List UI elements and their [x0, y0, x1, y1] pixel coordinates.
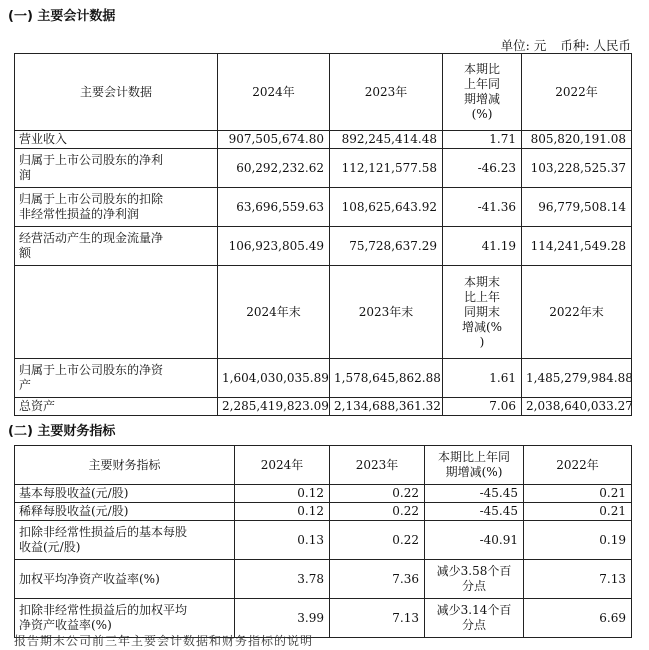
table-row — [15, 485, 632, 503]
value-change — [425, 485, 524, 503]
row-label-line: 扣除非经常性损益后的加权平均 — [19, 603, 188, 617]
value-change — [425, 503, 524, 521]
value-2022: 7.13 — [524, 560, 632, 599]
row-label — [15, 131, 218, 149]
row-label-line: 归属于上市公司股东的扣除 — [19, 192, 164, 206]
row-label-line: 归属于上市公司股东的净资 — [19, 363, 164, 377]
row-label — [15, 560, 235, 599]
table-row — [15, 599, 632, 638]
table-row — [15, 131, 632, 149]
table-row — [15, 188, 632, 227]
value-2024: 0.12 — [235, 503, 330, 521]
row-label-line: 稀释每股收益(元/股) — [19, 504, 129, 518]
value-change: -41.36 — [443, 188, 522, 227]
value-2023: 0.22 — [330, 521, 425, 560]
currency-label: 币种: 人民币 — [560, 38, 631, 53]
row-label-line: 产 — [19, 378, 32, 392]
header2-2024: 2024年末 — [218, 266, 330, 359]
value-2024: 0.12 — [235, 485, 330, 503]
header2-change — [443, 266, 522, 359]
value-2024: 1,604,030,035.89 — [218, 359, 330, 398]
value-change: 1.71 — [443, 131, 522, 149]
header-2024: 2024年 — [218, 54, 330, 131]
value-change-line: 减少3.14个百 — [436, 603, 512, 617]
header-change — [425, 446, 524, 485]
table-row — [15, 227, 632, 266]
value-2024: 0.13 — [235, 521, 330, 560]
value-change — [425, 521, 524, 560]
value-2022: 1,485,279,984.88 — [522, 359, 632, 398]
header-change-line: 本期比上年同 — [437, 450, 510, 464]
row-label-line: 归属于上市公司股东的净利 — [19, 153, 164, 167]
header2-2022: 2022年末 — [522, 266, 632, 359]
header-2023: 2023年 — [330, 54, 443, 131]
value-2023: 7.36 — [330, 560, 425, 599]
row-label-line: 加权平均净资产收益率(%) — [19, 571, 160, 586]
table2-header-row — [15, 446, 632, 485]
header-2024: 2024年 — [235, 446, 330, 485]
section1-title: (一) 主要会计数据 — [8, 9, 116, 24]
row-label — [15, 503, 235, 521]
row-label-line: 营业收入 — [19, 132, 68, 146]
value-2024: 2,285,419,823.09 — [218, 398, 330, 416]
row-label-line: 额 — [19, 246, 32, 260]
header-label: 主要会计数据 — [15, 54, 218, 131]
row-label — [15, 521, 235, 560]
value-change: 1.61 — [443, 359, 522, 398]
header-change-line: (%) — [471, 107, 493, 121]
value-change: -46.23 — [443, 149, 522, 188]
row-label — [15, 227, 218, 266]
value-change-line: -45.45 — [479, 504, 518, 518]
header2-change-line: 同期末 — [463, 304, 500, 319]
row-label — [15, 149, 218, 188]
row-label-line: 非经常性损益的净利润 — [19, 207, 140, 221]
header2-2023: 2023年末 — [330, 266, 443, 359]
value-2023: 1,578,645,862.88 — [330, 359, 443, 398]
value-2022: 0.21 — [524, 503, 632, 521]
value-2023: 0.22 — [330, 503, 425, 521]
value-change-line: -45.45 — [479, 486, 518, 500]
value-2023: 0.22 — [330, 485, 425, 503]
value-change: 41.19 — [443, 227, 522, 266]
section2-title: (二) 主要财务指标 — [8, 424, 116, 439]
financial-indicators-table — [14, 445, 632, 638]
table-row — [15, 503, 632, 521]
header-change-line: 本期比 — [463, 62, 500, 76]
row-label-line: 净资产收益率(%) — [19, 618, 112, 632]
unit-currency-line — [491, 36, 631, 54]
value-2022: 103,228,525.37 — [522, 149, 632, 188]
header-label: 主要财务指标 — [15, 446, 235, 485]
header2-change-line: 增减(% — [461, 319, 503, 334]
row-label-line: 扣除非经常性损益后的基本每股 — [19, 525, 188, 539]
table-row — [15, 149, 632, 188]
header-change-line: 期增减(%) — [445, 465, 503, 479]
row-label — [15, 485, 235, 503]
clipped-footer-text: 报告期末公司前三年主要会计数据和财务指标的说明 — [14, 634, 314, 648]
value-2024: 60,292,232.62 — [218, 149, 330, 188]
value-change-line: -40.91 — [479, 532, 518, 547]
value-2024: 3.78 — [235, 560, 330, 599]
value-change-line: 减少3.58个百 — [436, 564, 512, 578]
value-2022: 6.69 — [524, 599, 632, 638]
table-row — [15, 398, 632, 416]
header-2023: 2023年 — [330, 446, 425, 485]
value-2023: 892,245,414.48 — [330, 131, 443, 149]
table-row — [15, 359, 632, 398]
row-label — [15, 188, 218, 227]
value-2022: 0.21 — [524, 485, 632, 503]
row-label — [15, 398, 218, 416]
header2-change-line: 比上年 — [463, 289, 500, 304]
value-2024: 63,696,559.63 — [218, 188, 330, 227]
row-label-line: 基本每股收益(元/股) — [19, 486, 129, 500]
header-2022: 2022年 — [524, 446, 632, 485]
row-label-line: 经营活动产生的现金流量净 — [19, 231, 164, 245]
header-change — [443, 54, 522, 131]
value-2022: 2,038,640,033.27 — [522, 398, 632, 416]
value-2023: 75,728,637.29 — [330, 227, 443, 266]
value-2022: 114,241,549.28 — [522, 227, 632, 266]
value-2022: 96,779,508.14 — [522, 188, 632, 227]
value-change: 7.06 — [443, 398, 522, 416]
accounting-data-table — [14, 53, 632, 416]
value-change-line: 分点 — [461, 579, 486, 593]
value-2023: 7.13 — [330, 599, 425, 638]
table-row — [15, 560, 632, 599]
value-2024: 3.99 — [235, 599, 330, 638]
row-label — [15, 359, 218, 398]
value-2023: 108,625,643.92 — [330, 188, 443, 227]
row-label-line: 收益(元/股) — [19, 540, 81, 554]
value-change-line: 分点 — [461, 618, 486, 632]
blank-cell — [15, 266, 218, 359]
header2-change-line: 本期末 — [463, 274, 500, 289]
value-2023: 112,121,577.58 — [330, 149, 443, 188]
header-2022: 2022年 — [522, 54, 632, 131]
value-2022: 805,820,191.08 — [522, 131, 632, 149]
value-2022: 0.19 — [524, 521, 632, 560]
row-label-line: 总资产 — [19, 399, 56, 413]
unit-label: 单位: 元 — [500, 38, 547, 53]
row-label — [15, 599, 235, 638]
value-2023: 2,134,688,361.32 — [330, 398, 443, 416]
table-row — [15, 521, 632, 560]
header2-change-line: ) — [479, 334, 485, 349]
value-change — [425, 560, 524, 599]
table1-subheader-row — [15, 266, 632, 359]
table1-header-row — [15, 54, 632, 131]
row-label-line: 润 — [19, 168, 32, 182]
header-change-line: 上年同 — [463, 77, 500, 91]
header-change-line: 期增减 — [463, 92, 500, 106]
value-2024: 106,923,805.49 — [218, 227, 330, 266]
value-2024: 907,505,674.80 — [218, 131, 330, 149]
value-change — [425, 599, 524, 638]
